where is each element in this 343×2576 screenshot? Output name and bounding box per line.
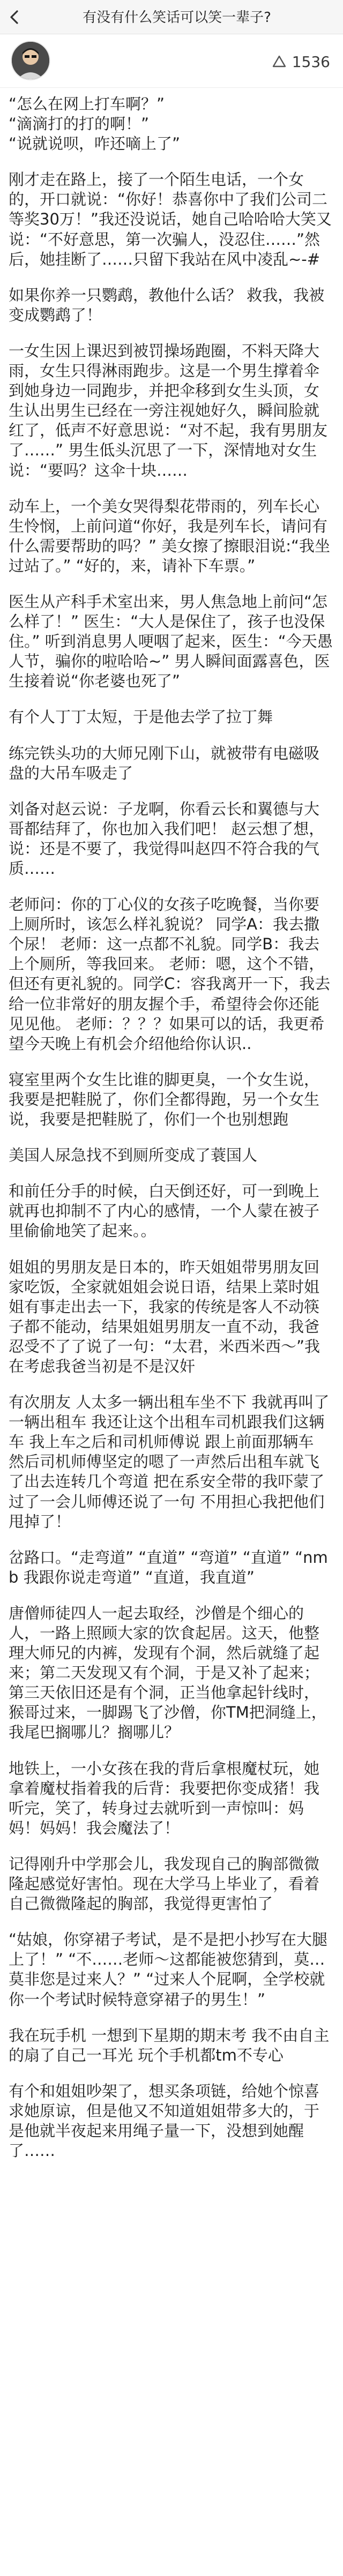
paragraph: 记得刚升中学那会儿，我发现自己的胸部微微隆起感觉好害怕。现在大学马上毕业了，看着自己微微隆起的胸部，我觉得更害怕了 <box>9 1854 320 1913</box>
avatar-image <box>12 42 49 79</box>
paragraph: 和前任分手的时候，白天倒还好，可一到晚上就再也抑制不了内心的感情，一个人蒙在被子里偷偷地笑了起来。。 <box>9 1182 320 1240</box>
upvote-control[interactable] <box>272 51 330 72</box>
question-title[interactable]: 有没有什么笑话可以笑一辈子? <box>83 10 271 26</box>
paragraph: 老师问：你的丁心仪的女孩子吃晚餐，当你要上厕所时，该怎么样礼貌说？ 同学A：我去撒个尿！ 老师：这一点都不礼貌。同学B：我去上个厕所，等我回来。 老师：嗯，这个不错，但还有更礼貌的。同学C：容我离开一下，我去给一位非常好的朋友握个手，希望待会你还能见见他。 老师：？？？如果可以的话，我更希望今天晚上有机会介绍他给你认识.. <box>9 895 331 1053</box>
paragraph: 动车上，一个美女哭得梨花带雨的，列车长心生怜悯，上前问道“你好，我是列车长，请问有什么需要帮助的吗？” 美女擦了擦眼泪说:“我坐过站了。” “好的，来，请补下车票。” <box>9 497 331 575</box>
paragraph: 刘备对赵云说：子龙啊，你看云长和翼德与大哥都结拜了，你也加入我们吧！ 赵云想了想，说：还是不要了，我觉得叫赵四不符合我的气质…… <box>9 799 325 878</box>
paragraph: 姐姐的男朋友是日本的，昨天姐姐带男朋友回家吃饭，全家就姐姐会说日语，结果上菜时姐姐有事走出去一下，我家的传统是客人不动筷子都不能动，结果姐姐男朋友一直不动，我爸忍受不了了说了一句：“太君，米西米西～”我在考虑我爸当初是不是汉奸 <box>9 1257 320 1375</box>
paragraph: 有个人丁丁太短，于是他去学了拉丁舞 <box>9 708 273 727</box>
author-avatar[interactable] <box>11 41 50 80</box>
paragraph: 刚才走在路上，接了一个陌生电话，一个女的，开口就说：“你好！恭喜你中了我们公司二等奖30万！”我还没说话，她自己哈哈哈大笑又说：“不好意思，第一次骗人，没忍住……”然后，她挂断了……只留下我站在风中凌乱~-# <box>9 170 332 268</box>
top-navigation-bar <box>0 0 343 34</box>
upvote-triangle-icon <box>272 54 287 69</box>
paragraph: 我在玩手机 一想到下星期的期末考 我不由自主的扇了自己一耳光 玩个手机都tm不专心 <box>9 2026 330 2064</box>
paragraph: “姑娘，你穿裙子考试，是不是把小抄写在大腿上了！” “不……老师～这都能被您猜到，莫…莫非您是过来人？” “过来人个屁啊，全学校就你一个考试时候特意穿裙子的男生！” <box>9 1930 328 2009</box>
paragraph: 医生从产科手术室出来，男人焦急地上前问“怎么样了！” 医生：“大人是保住了，孩子也没保住。” 听到消息男人哽咽了起来，医生：“今天愚人节，骗你的啦哈哈~” 男人瞬间面露喜色，医生接着说“你老婆也死了” <box>9 592 333 691</box>
paragraph: 地铁上，一小女孩在我的背后拿根魔杖玩，她拿着魔杖指着我的后背：我要把你变成猪！我听完，笑了，转身过去就听到一声惊叫：妈妈！妈妈！我会魔法了！ <box>9 1759 320 1837</box>
paragraph: 岔路口。“走弯道” “直道” “弯道” “直道” “nmb 我跟你说走弯道” “直道，我直道” <box>9 1548 328 1586</box>
paragraph: 如果你养一只鹦鹉，教他什么话？ 救我，我被变成鹦鹉了！ <box>9 286 325 324</box>
vote-count: 1536 <box>292 53 330 71</box>
paragraph: 美国人尿急找不到厕所变成了蓑国人 <box>9 1146 258 1165</box>
paragraph: 有次朋友 人太多一辆出租车坐不下 我就再叫了一辆出租车 我还让这个出租车司机跟我们这辆车 我上车之后和司机师傅说 跟上前面那辆车 然后司机师傅坚定的嗯了一声然后出租车就飞了出去连转几个弯道 把在系安全带的我吓蒙了 过了一会儿师傅还说了一句 不用担心我把他们甩掉了！ <box>9 1393 330 1531</box>
paragraph: “怎么在网上打车啊？” “滴滴打的打的啊！” “说就说呗，咋还嘀上了” <box>9 95 181 153</box>
paragraph: 唐僧师徒四人一起去取经，沙僧是个细心的人，一路上照顾大家的饮食起居。这天，他整理大师兄的内裤，发现有个洞，然后就缝了起来；第二天发现又有个洞，于是又补了起来；第三天依旧还是有个洞，正当他拿起针线时，猴哥过来，一脚踢飞了沙僧，你TM把洞缝上，我尾巴搁哪儿？搁哪儿？ <box>9 1604 327 1742</box>
back-button[interactable] <box>5 8 25 27</box>
paragraph: 有个和姐姐吵架了，想买条项链，给她个惊喜求她原谅，但是他又不知道姐姐带多大的，于是他就半夜起来用绳子量一下，没想到她醒了…… <box>9 2081 320 2160</box>
paragraph: 寝室里两个女生比谁的脚更臭，一个女生说，我要是把鞋脱了，你们全都得跑，另一个女生说，我要是把鞋脱了，你们一个也别想跑 <box>9 1070 320 1129</box>
answer-content <box>9 94 333 2177</box>
chevron-left-icon <box>5 8 25 27</box>
paragraph: 一女生因上课迟到被罚操场跑圈，不料天降大雨，女生只得淋雨跑步。这是一个男生撑着伞到她身边一同跑步，并把伞移到女生头顶，女生认出男生已经在一旁注视她好久，瞬间脸就红了，低声不好意思说：“对不起，我有男朋友了……” 男生低头沉思了一下，深情地对女生说：“要吗？这伞十块…… <box>9 341 328 480</box>
paragraph: 练完铁头功的大师兄刚下山，就被带有电磁吸盘的大吊车吸走了 <box>9 744 320 782</box>
author-bar <box>0 34 343 88</box>
